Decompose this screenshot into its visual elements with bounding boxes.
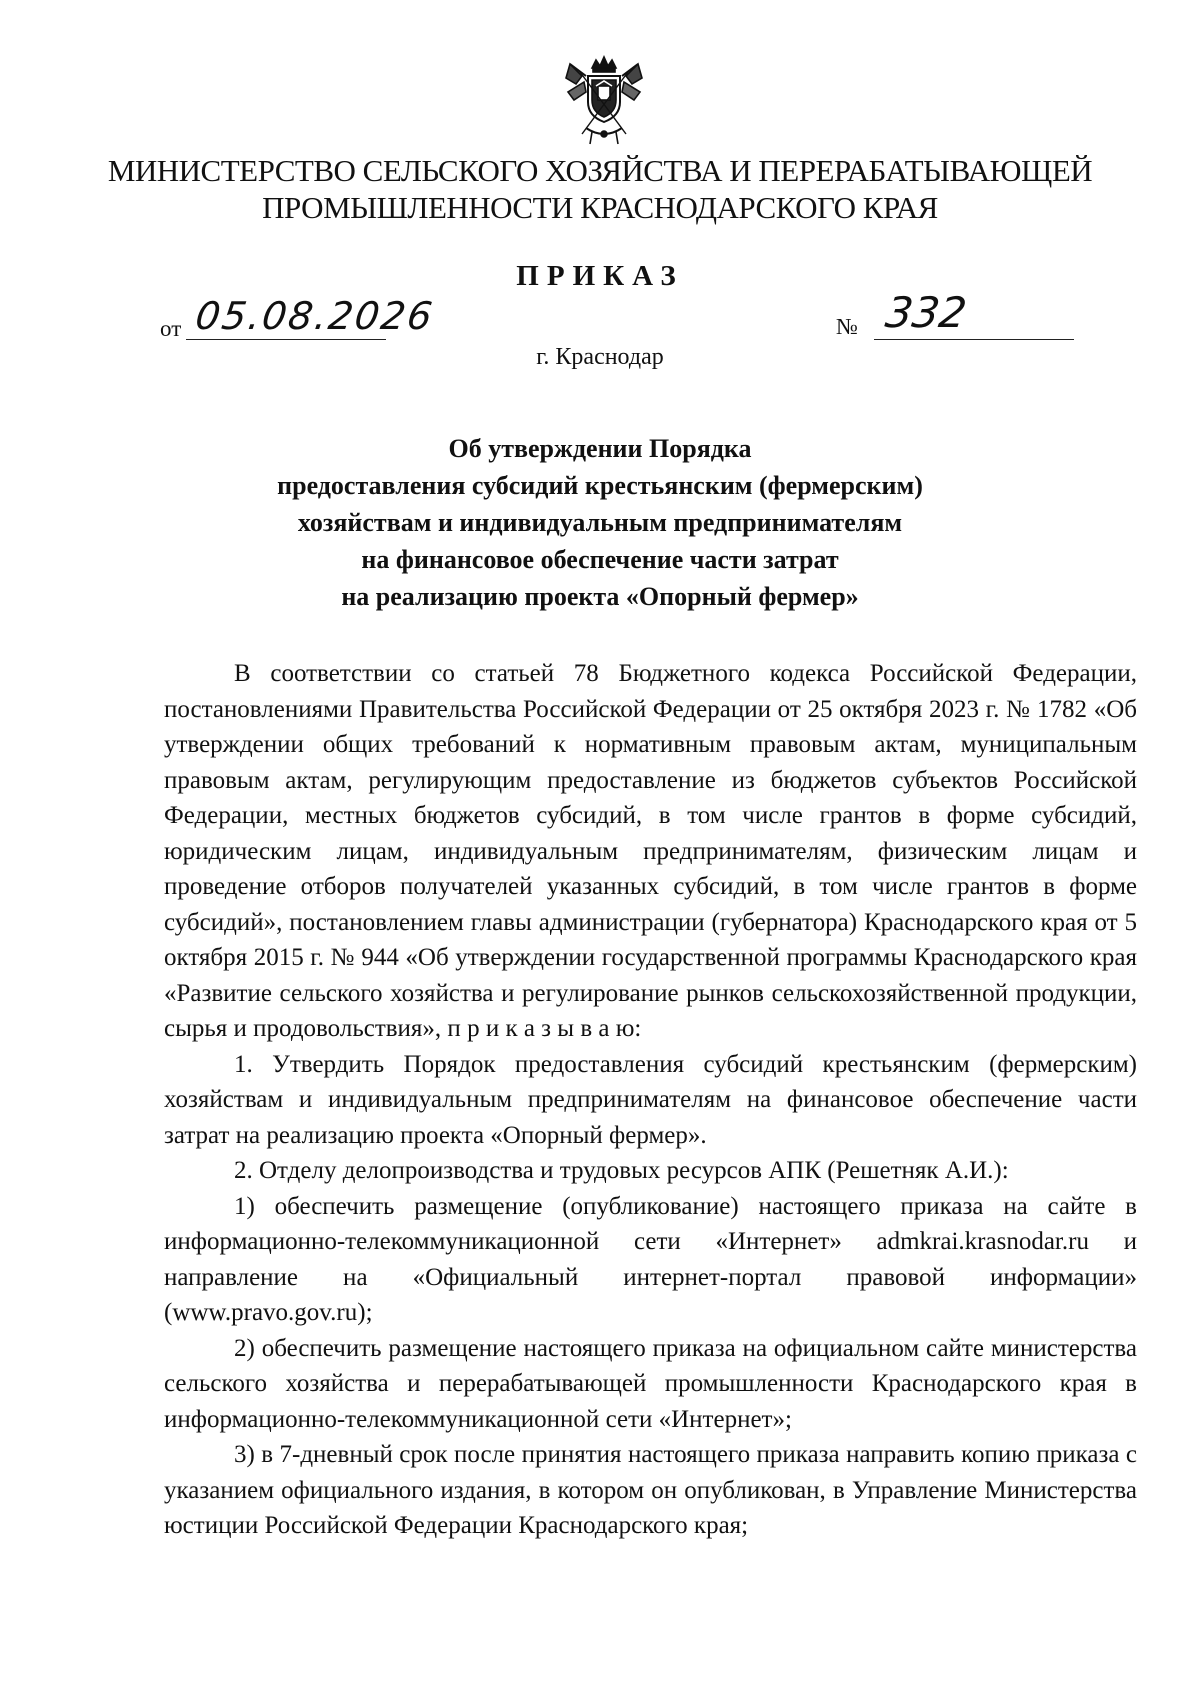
city: г. Краснодар [536, 344, 664, 370]
preamble-paragraph: В соответствии со статьей 78 Бюджетного кодекса Российской Федерации, постановлениями Правительства Российской Федерации от 25 октября 2023 г. № 1782 «Об утверждении общих требований к нормативным правовым актам, муниципальным правовым актам, регулирующим предоставление из бюджетов субъектов Российской Федерации, местных бюджетов субсидий, в том числе грантов в форме субсидий, юридическим лицам, индивидуальным предпринимателям, физическим лицам и проведение отборов получателей указанных субсидий, в том числе грантов в форме субсидий», постановлением главы администрации (губернатора) Краснодарского края от 5 октября 2015 г. № 944 «Об утверждении государственной программы Краснодарского края «Развитие сельского хозяйства и регулирование рынков сельскохозяйственной продукции, сырья и продовольствия», п р и к а з ы в а ю: [164, 660, 1137, 1042]
subitem-3-paragraph: 3) в 7-дневный срок после принятия настоящего приказа направить копию приказа с указанием официального издания, в котором он опубликован, в Управление Министерства юстиции Российской Федерации Краснодарского края; [164, 1441, 1137, 1539]
handwritten-number: 332 [882, 288, 970, 337]
item-1-paragraph: 1. Утвердить Порядок предоставления субсидий крестьянским (фермерским) хозяйствам и индивидуальным предпринимателям на финансовое обеспечение части затрат на реализацию проекта «Опорный фермер». [164, 1050, 1137, 1149]
subitem-1-paragraph: 1) обеспечить размещение (опубликование) настоящего приказа на сайте в информационно-телекоммуникационной сети «Интернет» admkrai.krasnodar.ru и направление на «Официальный интернет-портал правовой информации» (www.pravo.gov.ru); [164, 1192, 1137, 1326]
title-line: на финансовое обеспечение части затрат [361, 545, 839, 574]
title-line: на реализацию проекта «Опорный фермер» [341, 582, 859, 611]
document-body [164, 656, 1137, 1544]
date-underline [186, 339, 386, 340]
ministry-name-line-2: ПРОМЫШЛЕННОСТИ КРАСНОДАРСКОГО КРАЯ [262, 190, 938, 225]
title-line: предоставления субсидий крестьянским (фермерским) [277, 471, 923, 500]
document-title [0, 430, 1200, 615]
number-underline [874, 339, 1074, 340]
date-prefix: от [160, 316, 182, 341]
document-type: ПРИКАЗ [516, 260, 684, 292]
title-line: Об утверждении Порядка [448, 434, 752, 463]
item-2-paragraph: 2. Отделу делопроизводства и трудовых ресурсов АПК (Решетняк А.И.): [234, 1157, 1009, 1184]
number-prefix: № [836, 314, 858, 339]
handwritten-date: 05.08.2026 [192, 294, 437, 338]
ministry-name-line-1: МИНИСТЕРСТВО СЕЛЬСКОГО ХОЗЯЙСТВА И ПЕРЕРАБАТЫВАЮЩЕЙ [107, 153, 1093, 188]
subitem-2-paragraph: 2) обеспечить размещение настоящего приказа на официальном сайте министерства сельского хозяйства и перерабатывающей промышленности Краснодарского края в информационно-телекоммуникационной сети «Интернет»; [164, 1334, 1137, 1433]
coat-of-arms-icon [562, 54, 646, 150]
title-line: хозяйствам и индивидуальным предпринимателям [297, 508, 903, 537]
